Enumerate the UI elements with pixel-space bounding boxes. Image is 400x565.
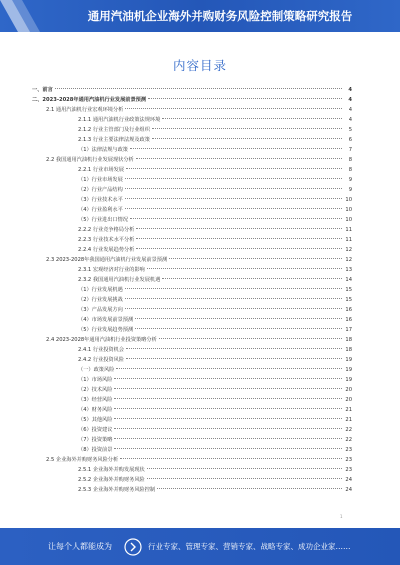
toc-entry-label: （1）行业市场发展 xyxy=(78,177,123,183)
toc-entry-label: （4）市场发展前景预测 xyxy=(78,317,134,323)
toc-leader-dots xyxy=(136,248,342,249)
toc-entry-page: 24 xyxy=(345,477,352,483)
footer-tagline: 行业专家、管理专家、营销专家、战略专家、成功企业家…… xyxy=(148,542,351,551)
toc-entry[interactable] xyxy=(32,185,352,195)
toc-entry[interactable] xyxy=(32,345,352,355)
toc-entry-page: 11 xyxy=(345,227,352,233)
toc-entry-page: 10 xyxy=(345,197,352,203)
toc-entry-page: 8 xyxy=(348,157,352,163)
toc-leader-dots xyxy=(169,258,342,259)
arrow-right-icon xyxy=(124,538,142,556)
toc-entry-label: 2.5.3 企业海外并购财务风险控制 xyxy=(78,487,156,493)
toc-entry[interactable] xyxy=(32,145,352,155)
page-title: 内容目录 xyxy=(172,58,227,73)
toc-leader-dots xyxy=(157,488,342,489)
toc-entry-label: 2.2 我国通用汽油机行业发展现状分析 xyxy=(46,157,134,163)
toc-entry-page: 15 xyxy=(345,297,352,303)
toc-entry-page: 4 xyxy=(348,87,352,93)
toc-entry-page: 11 xyxy=(345,237,352,243)
toc-entry-label: 2.2.2 行业竞争格局分析 xyxy=(78,227,135,233)
toc-leader-dots xyxy=(126,358,342,359)
toc-leader-dots xyxy=(116,368,342,369)
toc-entry-page: 18 xyxy=(345,347,352,353)
toc-entry[interactable] xyxy=(32,485,352,495)
toc-entry[interactable] xyxy=(32,235,352,245)
toc-entry-label: 一、前言 xyxy=(32,87,53,93)
toc-leader-dots xyxy=(114,388,342,389)
toc-leader-dots xyxy=(147,268,342,269)
toc-entry-label: （5）行业发展趋势预测 xyxy=(78,327,134,333)
toc-leader-dots xyxy=(125,178,342,179)
toc-entry-label: 2.1.2 行业主管部门及行业组织 xyxy=(78,127,150,133)
toc-leader-dots xyxy=(130,148,342,149)
toc-entry[interactable] xyxy=(32,285,352,295)
toc-entry-page: 6 xyxy=(348,137,352,143)
toc-entry-label: （2）行业发展挑战 xyxy=(78,297,123,303)
toc-entry-label: 2.1.3 行业主要法律法规及政策 xyxy=(78,137,150,143)
toc-entry-page: 4 xyxy=(348,117,352,123)
logo-icon xyxy=(0,0,40,32)
toc-entry-label: 2.4.1 行业投资机会 xyxy=(78,347,124,353)
toc-entry-page: 23 xyxy=(345,457,352,463)
toc-entry-label: （6）投资建议 xyxy=(78,427,113,433)
toc-entry-page: 16 xyxy=(345,317,352,323)
toc-entry[interactable] xyxy=(32,105,352,115)
toc-leader-dots xyxy=(135,318,342,319)
toc-leader-dots xyxy=(55,88,342,89)
toc-entry-page: 23 xyxy=(345,467,352,473)
toc-entry[interactable] xyxy=(32,255,352,265)
toc-entry-label: （8）投资前景 xyxy=(78,447,113,453)
toc-entry-page: 13 xyxy=(345,267,352,273)
toc-entry[interactable] xyxy=(32,395,352,405)
toc-entry[interactable] xyxy=(32,355,352,365)
toc-entry-label: （5）行业进出口情况 xyxy=(78,217,128,223)
toc-entry-page: 7 xyxy=(348,147,352,153)
toc-entry-label: （7）投资策略 xyxy=(78,437,113,443)
header-bar xyxy=(0,0,400,32)
toc-entry-label: 2.1 通用汽油机行业宏观环境分析 xyxy=(46,107,124,113)
toc-entry-label: 2.5.1 企业海外并购发展现状 xyxy=(78,467,145,473)
toc-leader-dots xyxy=(159,338,342,339)
toc-leader-dots xyxy=(126,168,342,169)
toc-leader-dots xyxy=(125,308,342,309)
toc-entry-label: 2.2.3 行业技术水平分析 xyxy=(78,237,135,243)
toc-entry[interactable] xyxy=(32,155,352,165)
toc-entry[interactable] xyxy=(32,425,352,435)
toc-leader-dots xyxy=(152,138,342,139)
toc-entry-label: （3）经营风险 xyxy=(78,397,113,403)
toc-entry-label: （1）法律法规与政策 xyxy=(78,147,128,153)
toc-entry[interactable] xyxy=(32,365,352,375)
toc-entry-page: 17 xyxy=(345,327,352,333)
table-of-contents xyxy=(32,85,352,495)
toc-entry[interactable] xyxy=(32,315,352,325)
toc-entry[interactable] xyxy=(32,455,352,465)
toc-leader-dots xyxy=(114,378,342,379)
toc-leader-dots xyxy=(114,438,342,439)
toc-entry-page: 20 xyxy=(345,387,352,393)
toc-entry-page: 4 xyxy=(348,107,352,113)
toc-entry[interactable] xyxy=(32,195,352,205)
footer-bar xyxy=(0,528,400,565)
toc-entry-label: （5）其他风险 xyxy=(78,417,113,423)
toc-entry[interactable] xyxy=(32,115,352,125)
toc-entry-label: 2.2.1 行业市场发展 xyxy=(78,167,124,173)
toc-entry-label: 2.4 2023-2028年通用汽油机行业投资策略分析 xyxy=(46,337,157,343)
toc-leader-dots xyxy=(125,208,342,209)
toc-entry-label: 2.5 企业海外并购财务风险分析 xyxy=(46,457,119,463)
toc-entry-page: 18 xyxy=(345,337,352,343)
toc-leader-dots xyxy=(136,238,342,239)
toc-entry-page: 24 xyxy=(345,487,352,493)
toc-entry[interactable] xyxy=(32,95,352,105)
toc-entry-label: （2）技术风险 xyxy=(78,387,113,393)
toc-entry-label: （1）行业发展机遇 xyxy=(78,287,123,293)
toc-entry[interactable] xyxy=(32,135,352,145)
toc-entry-label: 2.5.2 企业海外并购财务风险 xyxy=(78,477,145,483)
toc-entry-label: 二、2023-2028年通用汽油机行业发展前景预测 xyxy=(32,97,147,103)
toc-entry-label: 2.2.4 行业发展趋势分析 xyxy=(78,247,135,253)
toc-entry-label: 2.3.1 宏观经济对行业的影响 xyxy=(78,267,145,273)
toc-entry[interactable] xyxy=(32,385,352,395)
toc-leader-dots xyxy=(114,408,342,409)
toc-leader-dots xyxy=(125,198,342,199)
toc-entry[interactable] xyxy=(32,265,352,275)
toc-entry[interactable] xyxy=(32,245,352,255)
toc-entry[interactable] xyxy=(32,225,352,235)
report-title: 通用汽油机企业海外并购财务风险控制策略研究报告 xyxy=(87,9,353,23)
toc-leader-dots xyxy=(148,98,342,99)
toc-entry-page: 5 xyxy=(348,127,352,133)
toc-leader-dots xyxy=(162,278,342,279)
toc-entry[interactable] xyxy=(32,205,352,215)
toc-entry-page: 16 xyxy=(345,307,352,313)
toc-entry[interactable] xyxy=(32,275,352,285)
toc-entry-label: （3）产品发展方向 xyxy=(78,307,123,313)
toc-leader-dots xyxy=(136,158,342,159)
toc-entry-label: （3）行业技术水平 xyxy=(78,197,123,203)
toc-leader-dots xyxy=(114,418,342,419)
toc-entry-label: 2.3 2023-2028年我国通用汽油机行业发展前景预测 xyxy=(46,257,168,263)
toc-leader-dots xyxy=(114,428,342,429)
toc-entry-page: 14 xyxy=(345,277,352,283)
toc-leader-dots xyxy=(125,188,342,189)
toc-entry-page: 19 xyxy=(345,377,352,383)
toc-entry-page: 19 xyxy=(345,367,352,373)
toc-entry-label: 2.3.2 我国通用汽油机行业发展机遇 xyxy=(78,277,161,283)
toc-entry-page: 9 xyxy=(348,187,352,193)
toc-entry-page: 4 xyxy=(348,97,352,103)
toc-leader-dots xyxy=(114,398,342,399)
toc-entry[interactable] xyxy=(32,475,352,485)
toc-entry[interactable] xyxy=(32,435,352,445)
toc-entry-label: 2.1.1 通用汽油机行业政策法规环境 xyxy=(78,117,161,123)
toc-entry[interactable] xyxy=(32,415,352,425)
toc-leader-dots xyxy=(125,108,342,109)
toc-leader-dots xyxy=(147,468,342,469)
toc-entry[interactable] xyxy=(32,165,352,175)
toc-entry-page: 10 xyxy=(345,217,352,223)
toc-entry-page: 20 xyxy=(345,397,352,403)
toc-leader-dots xyxy=(114,448,342,449)
toc-entry-label: （4）行业盈利水平 xyxy=(78,207,123,213)
toc-entry[interactable] xyxy=(32,445,352,455)
toc-entry[interactable] xyxy=(32,375,352,385)
toc-entry[interactable] xyxy=(32,85,352,95)
toc-entry[interactable] xyxy=(32,125,352,135)
toc-entry[interactable] xyxy=(32,465,352,475)
page-number: 1 xyxy=(340,514,343,519)
toc-entry-page: 23 xyxy=(345,447,352,453)
toc-entry-page: 15 xyxy=(345,287,352,293)
toc-entry-label: （4）财务风险 xyxy=(78,407,113,413)
toc-leader-dots xyxy=(125,298,342,299)
toc-leader-dots xyxy=(135,328,342,329)
toc-leader-dots xyxy=(147,478,342,479)
toc-entry[interactable] xyxy=(32,405,352,415)
toc-entry-label: 2.4.2 行业投资风险 xyxy=(78,357,124,363)
toc-entry-label: （2）行业产品结构 xyxy=(78,187,123,193)
toc-entry-label: （一）政策风险 xyxy=(78,367,115,373)
toc-entry-page: 22 xyxy=(345,437,352,443)
toc-entry-page: 12 xyxy=(345,247,352,253)
toc-entry[interactable] xyxy=(32,295,352,305)
toc-leader-dots xyxy=(126,348,342,349)
footer-slogan: 让每个人都能成为 xyxy=(48,542,112,551)
toc-leader-dots xyxy=(162,118,342,119)
toc-entry-page: 9 xyxy=(348,177,352,183)
toc-entry[interactable] xyxy=(32,215,352,225)
toc-leader-dots xyxy=(130,218,342,219)
toc-leader-dots xyxy=(120,458,342,459)
toc-entry[interactable] xyxy=(32,175,352,185)
toc-leader-dots xyxy=(125,288,342,289)
toc-entry[interactable] xyxy=(32,325,352,335)
toc-entry[interactable] xyxy=(32,305,352,315)
toc-leader-dots xyxy=(136,228,342,229)
toc-entry-page: 10 xyxy=(345,207,352,213)
toc-entry-page: 12 xyxy=(345,257,352,263)
toc-entry-page: 8 xyxy=(348,167,352,173)
toc-entry-page: 22 xyxy=(345,427,352,433)
toc-entry-page: 21 xyxy=(345,407,352,413)
toc-leader-dots xyxy=(152,128,342,129)
toc-entry-page: 19 xyxy=(345,357,352,363)
toc-entry-label: （1）市场风险 xyxy=(78,377,113,383)
toc-entry[interactable] xyxy=(32,335,352,345)
toc-entry-page: 21 xyxy=(345,417,352,423)
